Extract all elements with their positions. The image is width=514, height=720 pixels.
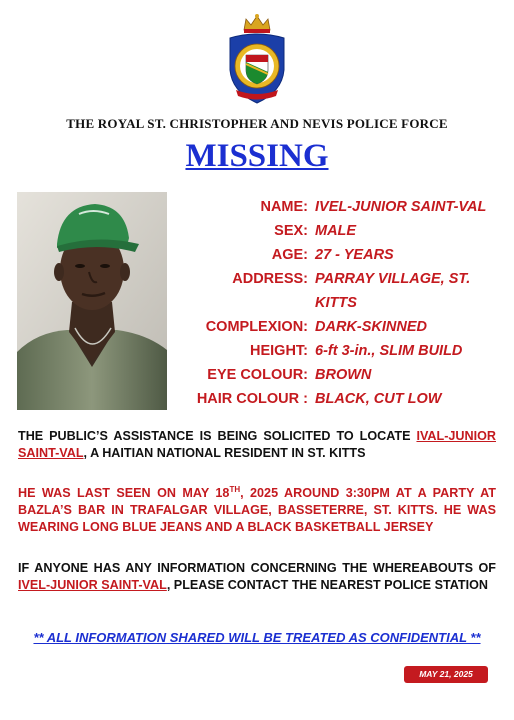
detail-label: ADDRESS: — [232, 271, 308, 287]
date-badge: MAY 21, 2025 — [404, 666, 488, 683]
detail-row-address — [0, 267, 514, 315]
detail-value: BLACK, CUT LOW — [315, 391, 442, 407]
detail-value: IVEL-JUNIOR SAINT-VAL — [315, 199, 487, 215]
police-crest-icon — [222, 10, 292, 106]
detail-value: BROWN — [315, 367, 372, 383]
detail-value: DARK-SKINNED — [315, 319, 427, 335]
person-name-link: IVEL-JUNIOR SAINT-VAL — [18, 578, 167, 592]
detail-row-height — [0, 339, 514, 363]
confidentiality-notice: ** ALL INFORMATION SHARED WILL BE TREATED AS CONFIDENTIAL ** — [33, 630, 481, 645]
contact-paragraph: IF ANYONE HAS ANY INFORMATION CONCERNING THE WHEREABOUTS OF IVEL-JUNIOR SAINT-VAL, PLEASE CONTACT THE NEAREST POLICE STATION — [18, 561, 496, 592]
detail-value: 6-ft 3-in., SLIM BUILD — [315, 343, 463, 359]
detail-row-eye-colour — [0, 363, 514, 387]
detail-row-complexion — [0, 315, 514, 339]
detail-label: HEIGHT: — [250, 343, 308, 359]
assistance-paragraph: THE PUBLIC’S ASSISTANCE IS BEING SOLICITED TO LOCATE IVAL-JUNIOR SAINT-VAL, A HAITIAN NATIONAL RESIDENT IN ST. KITTS — [18, 429, 496, 460]
organization-name: THE ROYAL ST. CHRISTOPHER AND NEVIS POLICE FORCE — [66, 116, 448, 131]
detail-label: HAIR COLOUR : — [196, 391, 308, 407]
detail-label: COMPLEXION: — [205, 319, 308, 335]
detail-label: SEX: — [274, 223, 308, 239]
last-seen-paragraph: HE WAS LAST SEEN ON MAY 18TH, 2025 AROUND 3:30PM AT A PARTY AT BAZLA’S BAR IN TRAFALGAR VILLAGE, BASSETERRE, ST. KITTS. HE WAS WEARING LONG BLUE JEANS AND A BLACK BASKETBALL JERSEY — [18, 484, 497, 534]
detail-label: EYE COLOUR: — [207, 367, 308, 383]
detail-row-sex — [0, 219, 514, 243]
detail-row-age — [0, 243, 514, 267]
person-name-link: IVAL-JUNIOR SAINT-VAL — [18, 429, 496, 460]
detail-value: PARRAY VILLAGE, ST. KITTS — [315, 271, 471, 311]
detail-label: AGE: — [271, 247, 308, 263]
detail-row-name — [0, 195, 514, 219]
detail-label: NAME: — [260, 199, 308, 215]
detail-value: MALE — [315, 223, 357, 239]
detail-row-hair-colour — [0, 387, 514, 411]
detail-value: 27 - YEARS — [315, 247, 394, 263]
page-title: MISSING — [185, 138, 329, 174]
